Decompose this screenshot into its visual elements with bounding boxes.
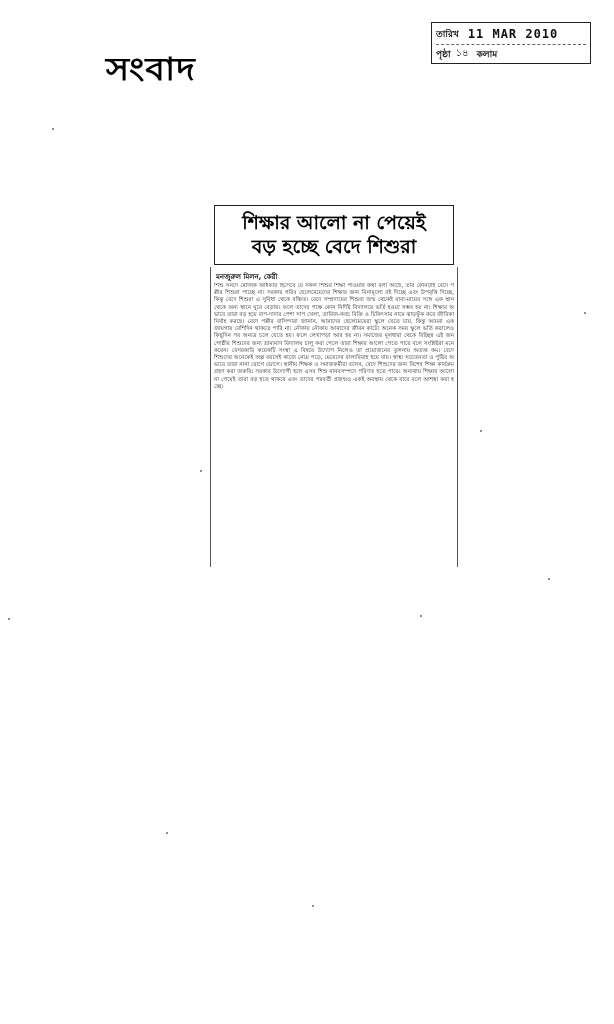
scan-speck [52,128,54,130]
article-byline: মনজুরুল মিলন, কেরী [216,273,278,281]
scan-speck [420,615,422,617]
headline-box [214,205,454,265]
scan-speck [8,618,10,620]
scan-speck [312,905,314,907]
headline-line-1: শিক্ষার আলো না পেয়েই [242,212,426,234]
stamp-date-label: তারিখ [436,29,459,40]
scan-speck [200,470,202,472]
clipping-edge-left [210,267,211,567]
scan-speck [548,578,550,580]
stamp-page-row [436,44,586,63]
stamp-column-label: কলাম [476,49,498,60]
stamp-page-value: ১৪ [455,47,469,59]
stamp-page-label: পৃষ্ঠা [436,49,451,60]
archive-stamp [431,22,591,64]
article-body: শিশু সনদে মৌলিক অধিকার হিসেবে যে সকল শিশুর শিক্ষা পাওয়ার কথা বলা আছে, তার কোনটাই বেদে পল্লীর শিশুরা পাচ্ছে না। সরকার গরিব ছেলেমেয়েদের শিক্ষার জন্য বিনামূল্যে বই দিচ্ছে এবং উপবৃত্তি দিচ্ছে, কিন্তু বেদে শিশুরা এ সুবিধা থেকে বঞ্চিত। বেদে সম্প্রদায়ের শিশুরা জন্ম থেকেই বাবা-মায়ের সঙ্গে এক স্থান থেকে অন্য স্থানে ঘুরে বেড়ায়। ফলে তাদের পক্ষে কোন নির্দিষ্ট বিদ্যালয়ে ভর্তি হওয়া সম্ভব হয় না। শিক্ষার অভাবে তারা বড় হয়ে বাপ-দাদার পেশা সাপ খেলা, তাবিজ-কবচ বিক্রি ও চিকিৎসার নামে ঝাড়ফুঁক করে জীবিকা নির্বাহ করছে। বেদে পল্লীর বাসিন্দারা জানান, আমাদের ছেলেমেয়েরা স্কুলে যেতে চায়, কিন্তু আমরা এক জায়গায় বেশিদিন থাকতে পারি না। নৌকায় নৌকায় আমাদের জীবন কাটে। অনেক সময় স্কুলে ভর্তি করালেও কিছুদিন পর অন্যত্র চলে যেতে হয়। ফলে লেখাপড়া আর হয় না। সমাজের মূলধারা থেকে বিচ্ছিন্ন এই জনগোষ্ঠীর শিশুদের জন্য ভ্রাম্যমাণ বিদ্যালয় চালু করা গেলে তারা শিক্ষার আলো পেতে পারে বলে সংশ্লিষ্টরা মনে করেন। বেসরকারি কয়েকটি সংস্থা এ বিষয়ে উদ্যোগ নিলেও তা প্রয়োজনের তুলনায় অত্যন্ত কম। বেদে শিশুদের অনেকেই অল্প বয়সেই কাজে নেমে পড়ে, মেয়েদের বাল্যবিবাহ হয়ে যায়। স্বাস্থ্য সচেতনতা ও পুষ্টির অভাবে তারা নানা রোগে ভোগে। স্থানীয় শিক্ষক ও সমাজকর্মীরা বলেন, বেদে শিশুদের জন্য বিশেষ শিক্ষা কার্যক্রম গ্রহণ করা জরুরি। সরকার উদ্যোগী হলে এসব শিশু মানবসম্পদে পরিণত হতে পারে। অন্যথায় শিক্ষার আলো না পেয়েই তারা বড় হতে থাকবে এবং তাদের পরবর্তী প্রজন্মও একই অবস্থায় থেকে যাবে বলে আশঙ্কা করা হচ্ছে। [214,283,454,390]
scan-speck [584,312,586,314]
news-clipping [210,205,458,565]
newspaper-masthead: সংবাদ [105,50,196,88]
clipping-edge-right [457,267,458,567]
headline-line-2: বড় হচ্ছে বেদে শিশুরা [251,236,417,258]
scan-speck [166,832,168,834]
stamp-date-row [436,25,586,43]
stamp-date-value: 11 MAR 2010 [467,27,559,41]
scan-speck [480,430,482,432]
